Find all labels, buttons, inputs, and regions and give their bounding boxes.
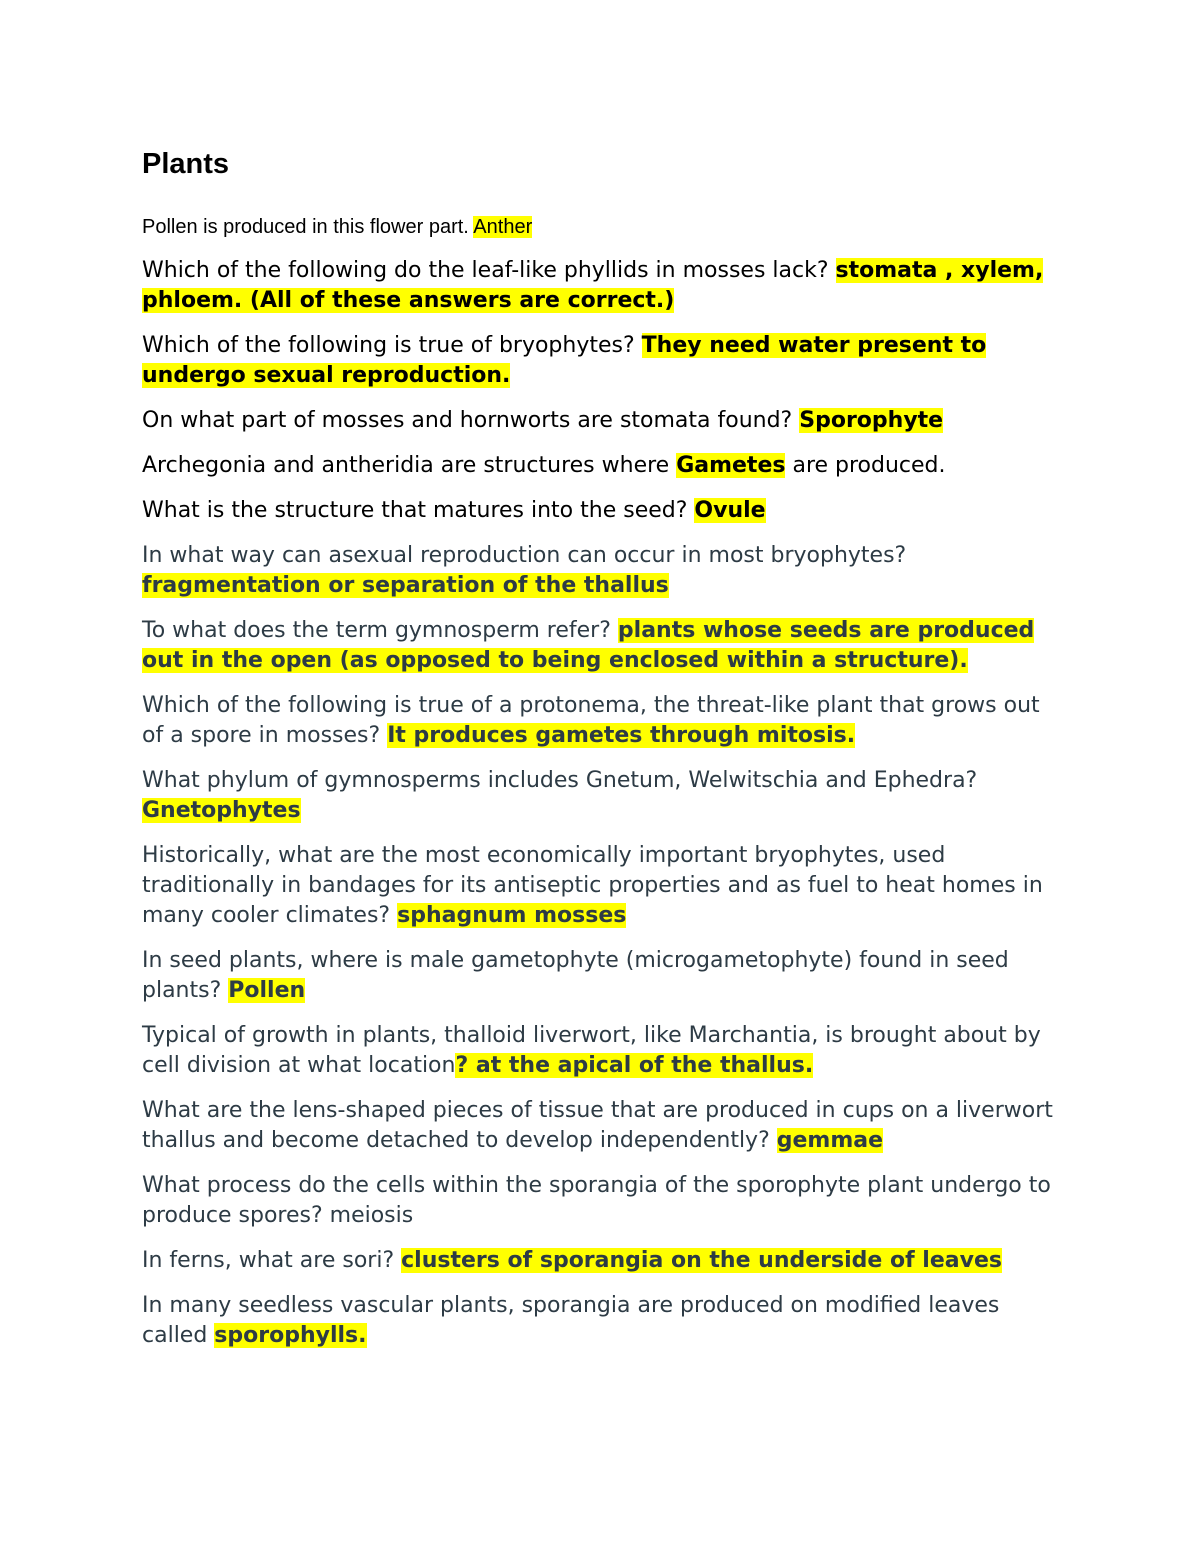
question-text: Which of the following do the leaf-like phyllids in mosses lack? — [142, 258, 836, 283]
answer-highlight: fragmentation or separation of the thallus — [142, 573, 669, 598]
answer-highlight: It produces gametes through mitosis. — [387, 723, 856, 748]
qa-item — [142, 691, 1062, 751]
document-page — [142, 140, 1062, 1366]
answer-highlight: sporophylls. — [214, 1323, 367, 1348]
qa-item — [142, 1291, 1062, 1351]
answer-highlight: sphagnum mosses — [397, 903, 627, 928]
qa-item — [142, 541, 1062, 601]
question-text: In what way can asexual reproduction can occur in most bryophytes? — [142, 543, 907, 568]
question-text: What are the lens-shaped pieces of tissue that are produced in cups on a liverwort thallus and become detached to develop independently? — [142, 1098, 1053, 1153]
answer-highlight: Pollen — [228, 978, 306, 1003]
qa-item — [142, 1246, 1062, 1276]
qa-item — [142, 496, 1062, 526]
question-text: Archegonia and antheridia are structures where — [142, 453, 677, 478]
qa-item — [142, 212, 1062, 242]
question-text: To what does the term gymnosperm refer? — [142, 618, 618, 643]
question-text: What phylum of gymnosperms includes Gnetum, Welwitschia and Ephedra? — [142, 768, 978, 793]
qa-item — [142, 841, 1062, 931]
qa-item — [142, 331, 1062, 391]
qa-item — [142, 616, 1062, 676]
question-text: Historically, what are the most economically important bryophytes, used traditionally in bandages for its antiseptic properties and as fuel to heat homes in many cooler climates? — [142, 843, 1043, 928]
qa-item — [142, 1171, 1062, 1231]
answer-highlight: Ovule — [694, 498, 766, 523]
answer-highlight: Gametes — [676, 453, 786, 478]
question-text: Pollen is produced in this flower part. — [142, 216, 474, 238]
question-text: In seed plants, where is male gametophyte (microgametophyte) found in seed plants? — [142, 948, 1009, 1003]
question-text: Which of the following is true of a protonema, the threat-like plant that grows out of a spore in mosses? — [142, 693, 1040, 748]
qa-item — [142, 946, 1062, 1006]
qa-item — [142, 1021, 1062, 1081]
question-text: Which of the following is true of bryophytes? — [142, 333, 642, 358]
qa-item — [142, 406, 1062, 436]
answer-highlight: plants whose seeds are produced out in the open (as opposed to being enclosed within a structure). — [142, 618, 1035, 673]
answer-highlight: Sporophyte — [799, 408, 944, 433]
answer-highlight: Gnetophytes — [142, 798, 301, 823]
question-text: Typical of growth in plants, thalloid liverwort, like Marchantia, is brought about by cell division at what location — [142, 1023, 1041, 1078]
answer-highlight: stomata , xylem, phloem. (All of these answers are correct.) — [142, 258, 1044, 313]
qa-item — [142, 1096, 1062, 1156]
qa-item — [142, 451, 1062, 481]
answer-highlight: ? at the apical of the thallus. — [455, 1053, 814, 1078]
question-text: In many seedless vascular plants, sporangia are produced on modified leaves called — [142, 1293, 1000, 1348]
answer-highlight: They need water present to undergo sexual reproduction. — [142, 333, 987, 388]
qa-item — [142, 766, 1062, 826]
question-text: In ferns, what are sori? — [142, 1248, 402, 1273]
qa-item — [142, 256, 1062, 316]
question-text: What process do the cells within the sporangia of the sporophyte plant undergo to produce spores? meiosis — [142, 1173, 1051, 1228]
answer-highlight: gemmae — [776, 1128, 884, 1153]
page-title: Plants — [142, 148, 230, 180]
question-text: On what part of mosses and hornworts are stomata found? — [142, 408, 800, 433]
answer-highlight: clusters of sporangia on the underside of leaves — [401, 1248, 1002, 1273]
question-text: What is the structure that matures into the seed? — [142, 498, 695, 523]
answer-highlight: Anther — [473, 216, 533, 238]
question-suffix: are produced. — [785, 453, 946, 478]
